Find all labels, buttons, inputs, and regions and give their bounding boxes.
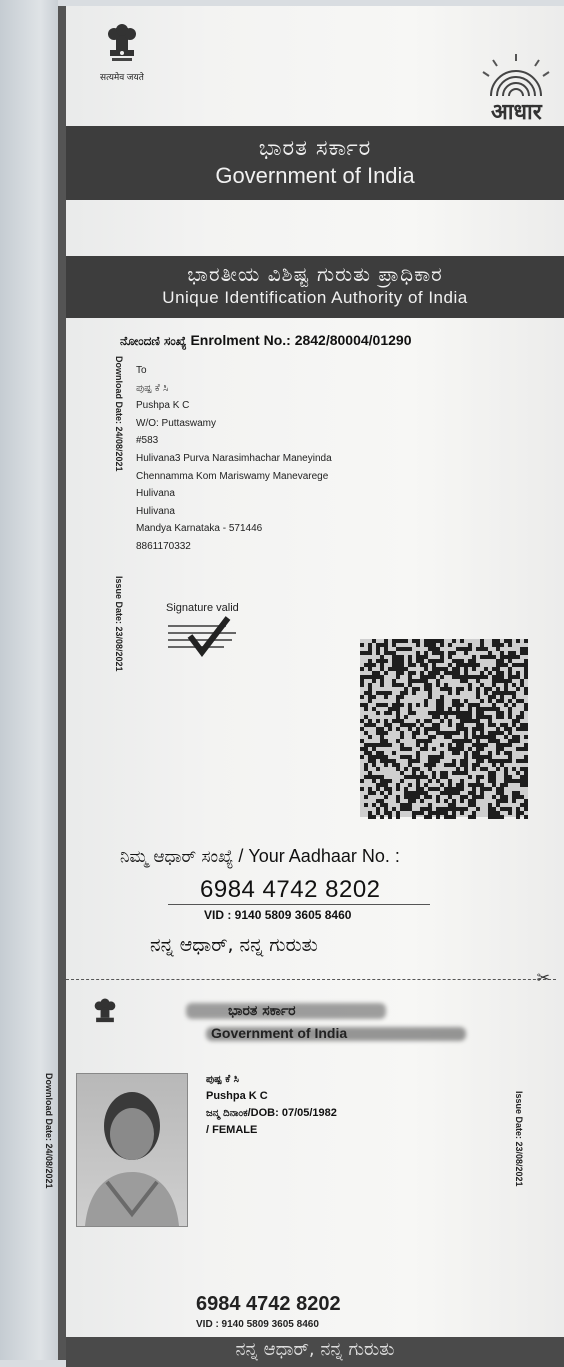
download-date: Download Date: 24/08/2021 [114, 356, 124, 472]
enrolment-label-en: Enrolment No.: [190, 332, 291, 348]
holder-details [206, 1071, 337, 1139]
tagline: ನನ್ನ ಆಧಾರ್, ನನ್ನ ಗುರುತು [150, 934, 318, 956]
signature-check-icon [166, 614, 266, 658]
address-line: #583 [136, 435, 159, 447]
address-line: Hulivana [136, 488, 175, 500]
issue-date: Issue Date: 23/08/2021 [114, 576, 124, 672]
address-line: 8861170332 [136, 540, 191, 552]
card-virtual-id: VID : 9140 5809 3605 8460 [196, 1319, 319, 1330]
national-emblem [100, 22, 144, 83]
card-government-kn: ಭಾರತ ಸರ್ಕಾರ [228, 1003, 296, 1019]
card-government-en: Government of India [211, 1025, 348, 1041]
dob-value: /DOB: 07/05/1982 [247, 1107, 337, 1119]
holder-gender: / FEMALE [206, 1124, 258, 1136]
aadhaar-number: 6984 4742 8202 [200, 876, 381, 903]
scissors-icon: ✂ [536, 970, 550, 987]
aadhaar-logo [473, 52, 558, 125]
virtual-id: VID : 9140 5809 3605 8460 [204, 908, 352, 922]
address-line: ಪುಷ್ಪ ಕೆ ಸಿ [136, 382, 169, 394]
digital-signature [166, 602, 276, 662]
uidai-title-kn: ಭಾರತೀಯ ವಿಶಿಷ್ಟ ಗುರುತು ಪ್ರಾಧಿಕಾರ [187, 262, 443, 286]
aadhaar-logo-word: आधार [491, 100, 542, 125]
address-line: Mandya Karnataka - 571446 [136, 523, 263, 535]
holder-name-kn: ಪುಷ್ಪ ಕೆ ಸಿ [206, 1074, 239, 1085]
ashoka-emblem-icon [90, 997, 120, 1031]
government-title-kn: ಭಾರತ ಸರ್ಕಾರ [258, 136, 372, 161]
holder-name: Pushpa K C [206, 1090, 268, 1102]
aadhaar-card [44, 991, 564, 1361]
card-download-date: Download Date: 24/08/2021 [44, 1073, 54, 1189]
card-issue-date: Issue Date: 23/08/2021 [514, 1091, 524, 1187]
uidai-banner [66, 256, 564, 318]
your-aadhaar-label [120, 846, 400, 867]
signature-status: Signature valid [166, 602, 239, 614]
aadhaar-letter [44, 6, 564, 1360]
government-title-en: Government of India [215, 163, 415, 188]
government-banner [66, 126, 564, 200]
address-line: Pushpa K C [136, 400, 190, 412]
qr-code [360, 639, 528, 817]
holder-photo [76, 1073, 188, 1227]
your-aadhaar-label-en: / Your Aadhaar No. : [238, 846, 400, 866]
portrait-icon [77, 1074, 187, 1226]
card-tagline: ನನ್ನ ಆಧಾರ್, ನನ್ನ ಗುರುತು [66, 1337, 564, 1367]
enrolment-value: 2842/80004/01290 [294, 332, 412, 348]
dob-label-kn: ಜನ್ಮ ದಿನಾಂಕ [206, 1108, 248, 1119]
fingerprint-sun-icon [473, 52, 558, 100]
recipient-address [136, 362, 332, 556]
emblem-caption: सत्यमेव जयते [100, 72, 144, 82]
ashoka-emblem-icon [102, 22, 142, 68]
address-line: W/O: Puttaswamy [136, 417, 217, 429]
address-line: Hulivana3 Purva Narasimhachar Maneyinda [136, 452, 332, 464]
cut-line [66, 970, 556, 987]
uidai-title-en: Unique Identification Authority of India [162, 288, 468, 307]
address-line: Hulivana [136, 505, 175, 517]
card-aadhaar-number: 6984 4742 8202 [196, 1293, 341, 1315]
enrolment-label-kn: ನೋಂದಣಿ ಸಂಖ್ಯೆ [120, 334, 187, 348]
your-aadhaar-label-kn: ನಿಮ್ಮ ಆಧಾರ್ ಸಂಖ್ಯೆ [120, 847, 234, 867]
card-emblem [90, 997, 120, 1031]
address-line: Chennamma Kom Mariswamy Manevarege [136, 470, 329, 482]
enrolment-number [120, 332, 412, 349]
address-line: To [136, 365, 147, 376]
holder-dob [206, 1105, 337, 1122]
scan-edge [58, 6, 66, 1360]
number-underline [168, 904, 430, 905]
